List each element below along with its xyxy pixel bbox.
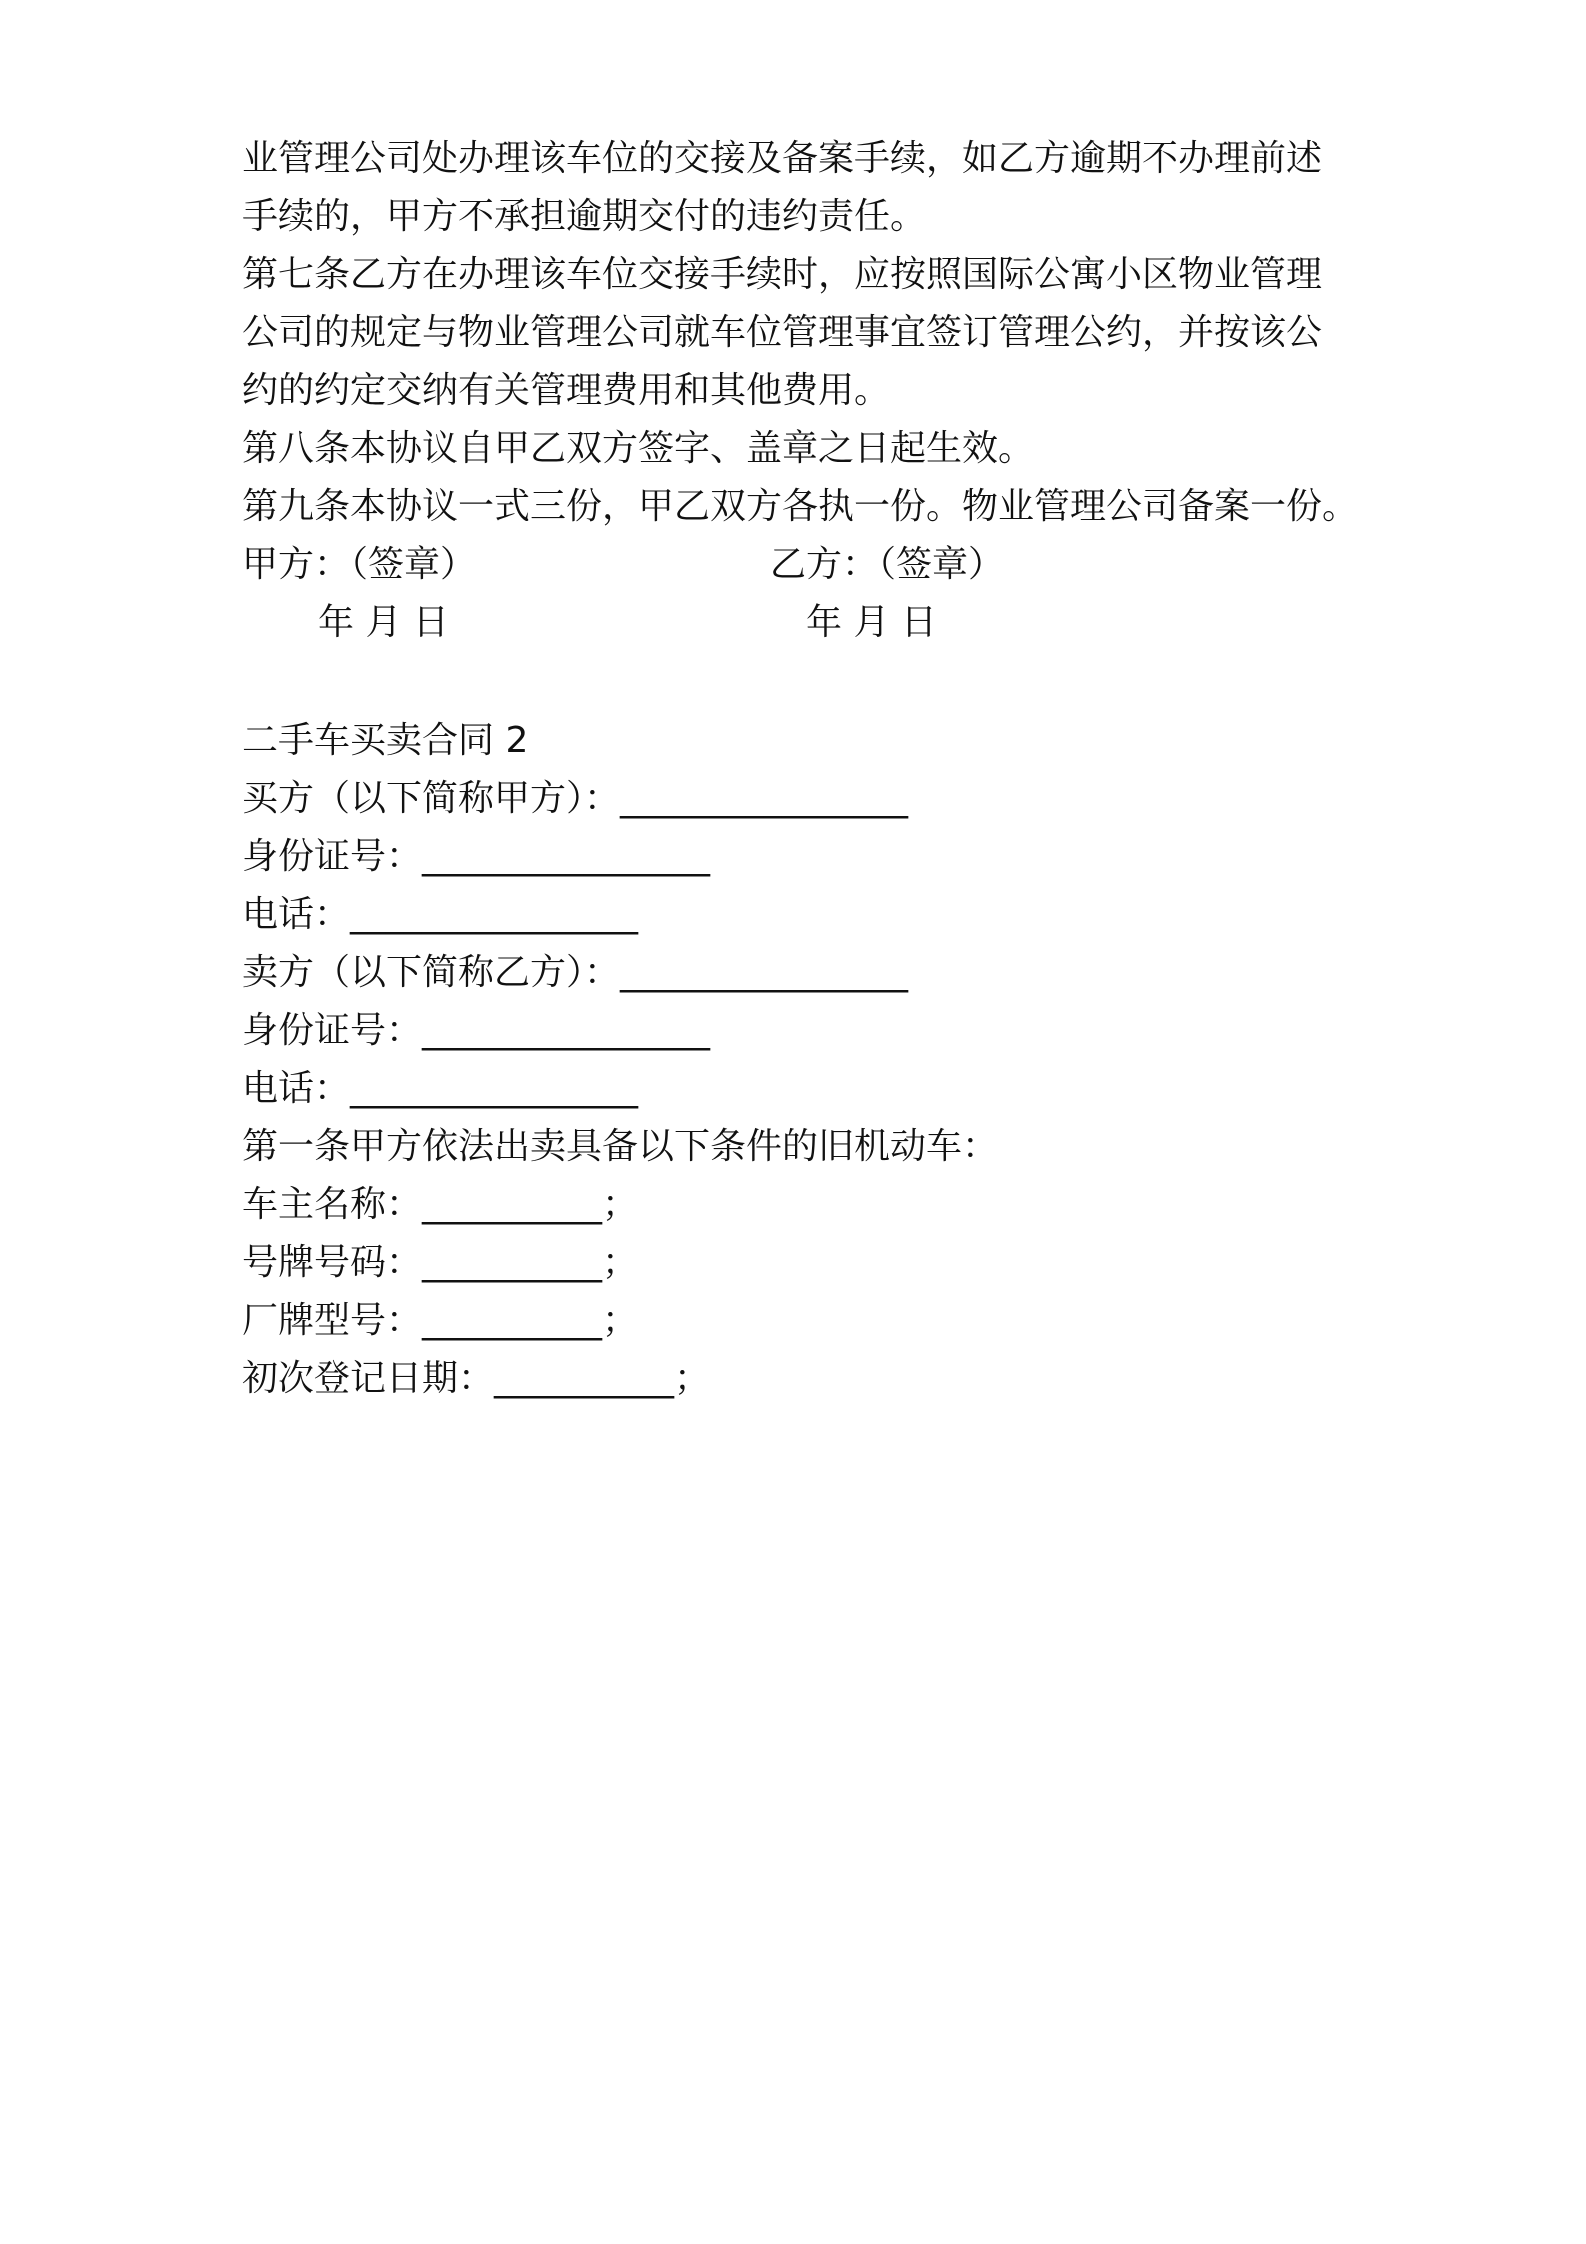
seller-phone-field: 电话：________________ bbox=[242, 1068, 639, 1109]
article-7-line-2: 公司的规定与物业管理公司就车位管理事宜签订管理公约，并按该公 bbox=[242, 312, 1323, 353]
paragraph-line: 业管理公司处办理该车位的交接及备案手续，如乙方逾期不办理前述 bbox=[242, 138, 1323, 179]
owner-name-field: 车主名称：__________； bbox=[242, 1184, 639, 1225]
article-7-line-1: 第七条乙方在办理该车位交接手续时，应按照国际公寓小区物业管理 bbox=[242, 254, 1323, 295]
paragraph-line: 手续的，甲方不承担逾期交付的违约责任。 bbox=[242, 196, 927, 237]
article-1: 第一条甲方依法出卖具备以下条件的旧机动车： bbox=[242, 1126, 999, 1167]
buyer-id-field: 身份证号：________________ bbox=[242, 836, 711, 877]
party-a-date: 年 月 日 bbox=[318, 602, 449, 643]
article-9: 第九条本协议一式三份，甲乙双方各执一份。物业管理公司备案一份。 bbox=[242, 486, 1359, 527]
first-registration-date-field: 初次登记日期：__________； bbox=[242, 1358, 711, 1399]
buyer-phone-field: 电话：________________ bbox=[242, 894, 639, 935]
plate-number-field: 号牌号码：__________； bbox=[242, 1242, 639, 1283]
contract-title: 二手车买卖合同 2 bbox=[242, 720, 529, 761]
seller-field: 卖方（以下简称乙方）：________________ bbox=[242, 952, 909, 993]
article-7-line-3: 约的约定交纳有关管理费用和其他费用。 bbox=[242, 370, 891, 411]
party-a-signature: 甲方：（签章） bbox=[242, 544, 477, 585]
party-b-signature: 乙方：（签章） bbox=[770, 544, 1005, 585]
article-8: 第八条本协议自甲乙双方签字、盖章之日起生效。 bbox=[242, 428, 1035, 469]
party-b-date: 年 月 日 bbox=[806, 602, 937, 643]
brand-model-field: 厂牌型号：__________； bbox=[242, 1300, 639, 1341]
buyer-field: 买方（以下简称甲方）：________________ bbox=[242, 778, 909, 819]
seller-id-field: 身份证号：________________ bbox=[242, 1010, 711, 1051]
